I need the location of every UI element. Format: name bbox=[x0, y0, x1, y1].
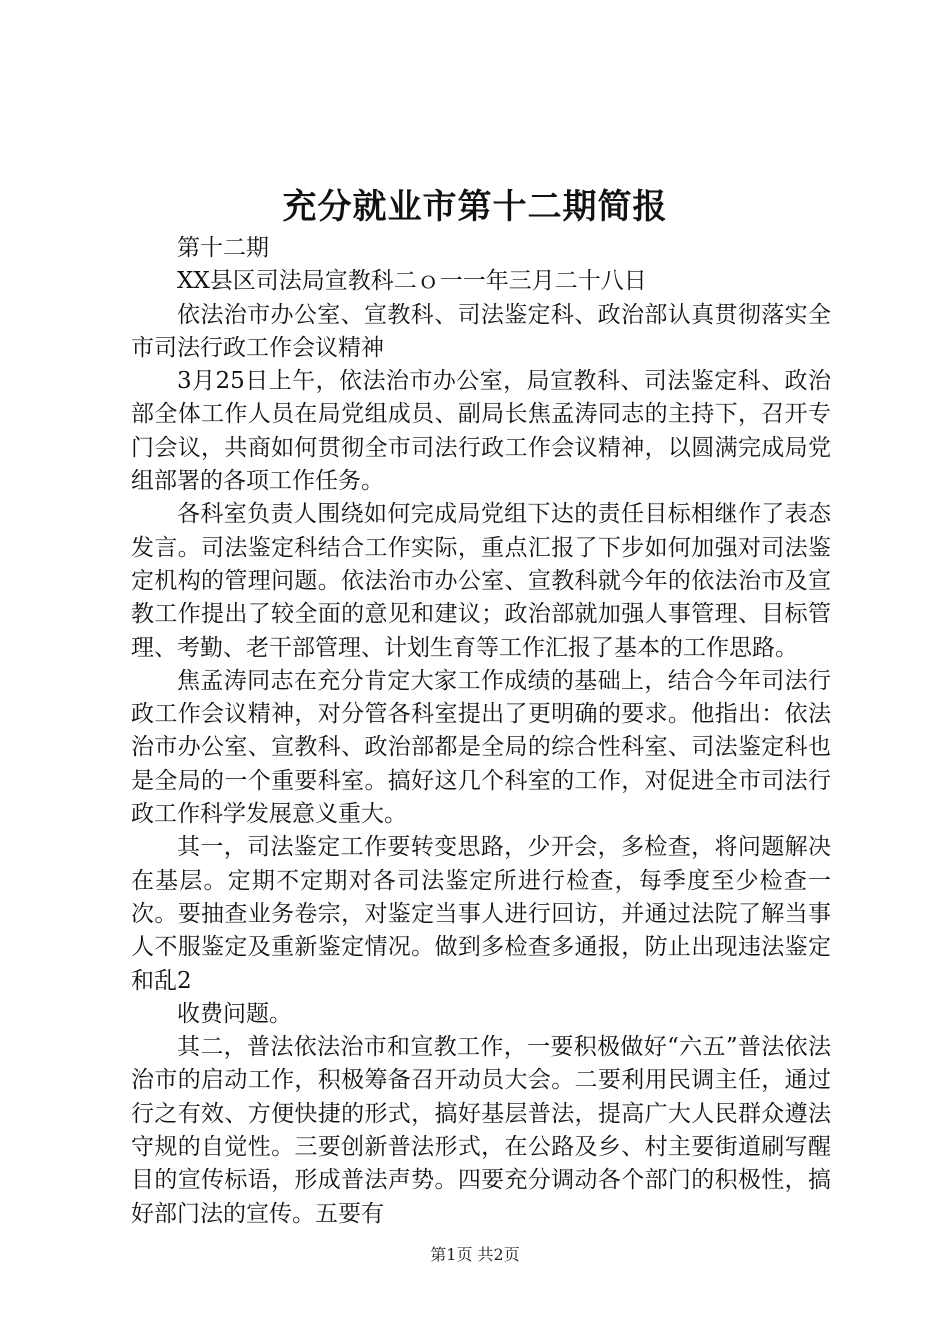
body-paragraph: 3月25日上午，依法治市办公室，局宣教科、司法鉴定科、政治部全体工作人员在局党组成员、副局长焦孟涛同志的主持下，召开专门会议，共商如何贯彻全市司法行政工作会议精神，以圆满完成局党组部署的各项工作任务。 bbox=[131, 368, 831, 495]
document-title: 充分就业市第十二期简报 bbox=[282, 187, 668, 227]
body-paragraph: 焦孟涛同志在充分肯定大家工作成绩的基础上，结合今年司法行政工作会议精神，对分管各科室提出了更明确的要求。他指出：依法治市办公室、宣教科、政治部都是全局的综合性科室、司法鉴定科也是全局的一个重要科室。搞好这几个科室的工作，对促进全市司法行政工作科学发展意义重大。 bbox=[131, 667, 831, 828]
issuer-date-line: XX县区司法局宣教科二ｏ一一年三月二十八日 bbox=[177, 268, 647, 295]
document-body bbox=[131, 232, 831, 1231]
body-paragraph: 其一，司法鉴定工作要转变思路，少开会，多检查，将问题解决在基层。定期不定期对各司法鉴定所进行检查，每季度至少检查一次。要抽查业务卷宗，对鉴定当事人进行回访，并通过法院了解当事人不服鉴定及重新鉴定情况。做到多检查多通报，防止出现违法鉴定和乱2 bbox=[131, 834, 831, 994]
issue-number: 第十二期 bbox=[177, 235, 269, 261]
headline-paragraph: 依法治市办公室、宣教科、司法鉴定科、政治部认真贯彻落实全市司法行政工作会议精神 bbox=[131, 301, 831, 361]
body-paragraph: 收费问题。 bbox=[177, 1000, 292, 1027]
body-paragraph: 各科室负责人围绕如何完成局党组下达的责任目标相继作了表态发言。司法鉴定科结合工作实际，重点汇报了下步如何加强对司法鉴定机构的管理问题。依法治市办公室、宣教科就今年的依法治市及宣教工作提出了较全面的意见和建议；政治部就加强人事管理、目标管理、考勤、老干部管理、计划生育等工作汇报了基本的工作思路。 bbox=[131, 501, 831, 661]
body-paragraph: 其二，普法依法治市和宣教工作，一要积极做好“六五”普法依法治市的启动工作，积极筹备召开动员大会。二要利用民调主任，通过行之有效、方便快捷的形式，搞好基层普法，提高广大人民群众遵法守规的自觉性。三要创新普法形式，在公路及乡、村主要街道刷写醒目的宣传标语，形成普法声势。四要充分调动各个部门的积极性，搞好部门法的宣传。五要有 bbox=[131, 1034, 831, 1227]
page-footer: 第1页 共2页 bbox=[430, 1245, 520, 1264]
